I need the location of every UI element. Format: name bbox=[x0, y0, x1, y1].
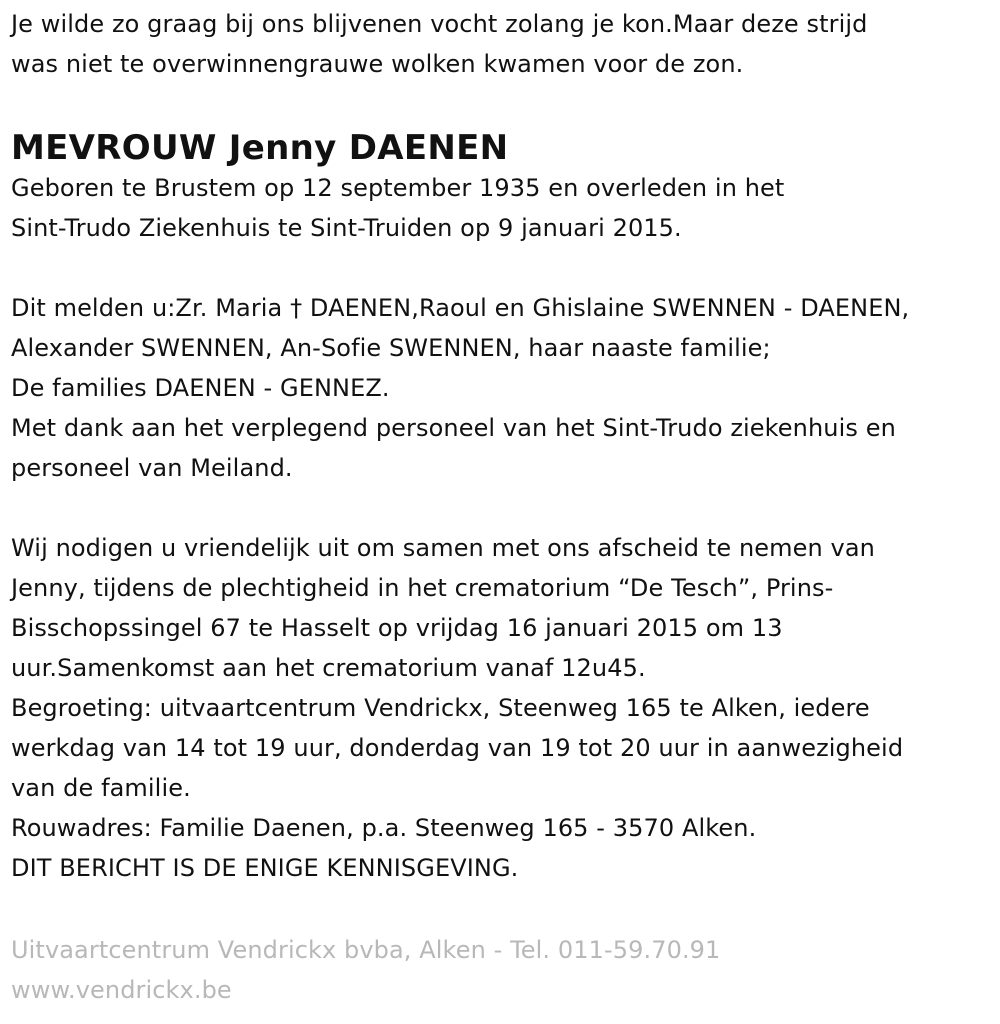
family-line-4: Met dank aan het verplegend personeel van het Sint-Trudo ziekenhuis en bbox=[11, 414, 896, 442]
ceremony-line-7: van de familie. bbox=[11, 774, 191, 802]
ceremony-line-3: Bisschopssingel 67 te Hasselt op vrijdag 16 januari 2015 om 13 bbox=[11, 614, 783, 642]
family-line-5: personeel van Meiland. bbox=[11, 454, 293, 482]
intro-verse bbox=[11, 4, 990, 84]
funeral-home-website: www.vendrickx.be bbox=[11, 976, 232, 1004]
ceremony-line-9: DIT BERICHT IS DE ENIGE KENNISGEVING. bbox=[11, 854, 519, 882]
family-line-2: Alexander SWENNEN, An-Sofie SWENNEN, haar naaste familie; bbox=[11, 334, 771, 362]
funeral-home-footer bbox=[11, 930, 990, 1010]
intro-line-2: was niet te overwinnengrauwe wolken kwamen voor de zon. bbox=[11, 50, 744, 78]
deceased-name: MEVROUW Jenny DAENEN bbox=[11, 128, 509, 168]
birth-line-1: Geboren te Brustem op 12 september 1935 en overleden in het bbox=[11, 174, 785, 202]
ceremony-line-5: Begroeting: uitvaartcentrum Vendrickx, Steenweg 165 te Alken, iedere bbox=[11, 694, 870, 722]
family-announcement bbox=[11, 288, 990, 488]
funeral-home-contact: Uitvaartcentrum Vendrickx bvba, Alken - Tel. 011-59.70.91 bbox=[11, 936, 721, 964]
ceremony-details bbox=[11, 528, 990, 888]
ceremony-line-4: uur.Samenkomst aan het crematorium vanaf 12u45. bbox=[11, 654, 646, 682]
ceremony-line-1: Wij nodigen u vriendelijk uit om samen met ons afscheid te nemen van bbox=[11, 534, 875, 562]
ceremony-line-8: Rouwadres: Familie Daenen, p.a. Steenweg 165 - 3570 Alken. bbox=[11, 814, 757, 842]
ceremony-line-6: werkdag van 14 tot 19 uur, donderdag van 19 tot 20 uur in aanwezigheid bbox=[11, 734, 904, 762]
intro-line-1: Je wilde zo graag bij ons blijvenen vocht zolang je kon.Maar deze strijd bbox=[11, 10, 868, 38]
spacer bbox=[11, 488, 990, 528]
ceremony-line-2: Jenny, tijdens de plechtigheid in het crematorium “De Tesch”, Prins- bbox=[11, 574, 834, 602]
birth-line-2: Sint-Trudo Ziekenhuis te Sint-Truiden op 9 januari 2015. bbox=[11, 214, 682, 242]
spacer bbox=[11, 248, 990, 288]
family-line-3: De families DAENEN - GENNEZ. bbox=[11, 374, 390, 402]
family-line-1: Dit melden u:Zr. Maria † DAENEN,Raoul en Ghislaine SWENNEN - DAENEN, bbox=[11, 294, 910, 322]
birth-death-details bbox=[11, 168, 990, 248]
